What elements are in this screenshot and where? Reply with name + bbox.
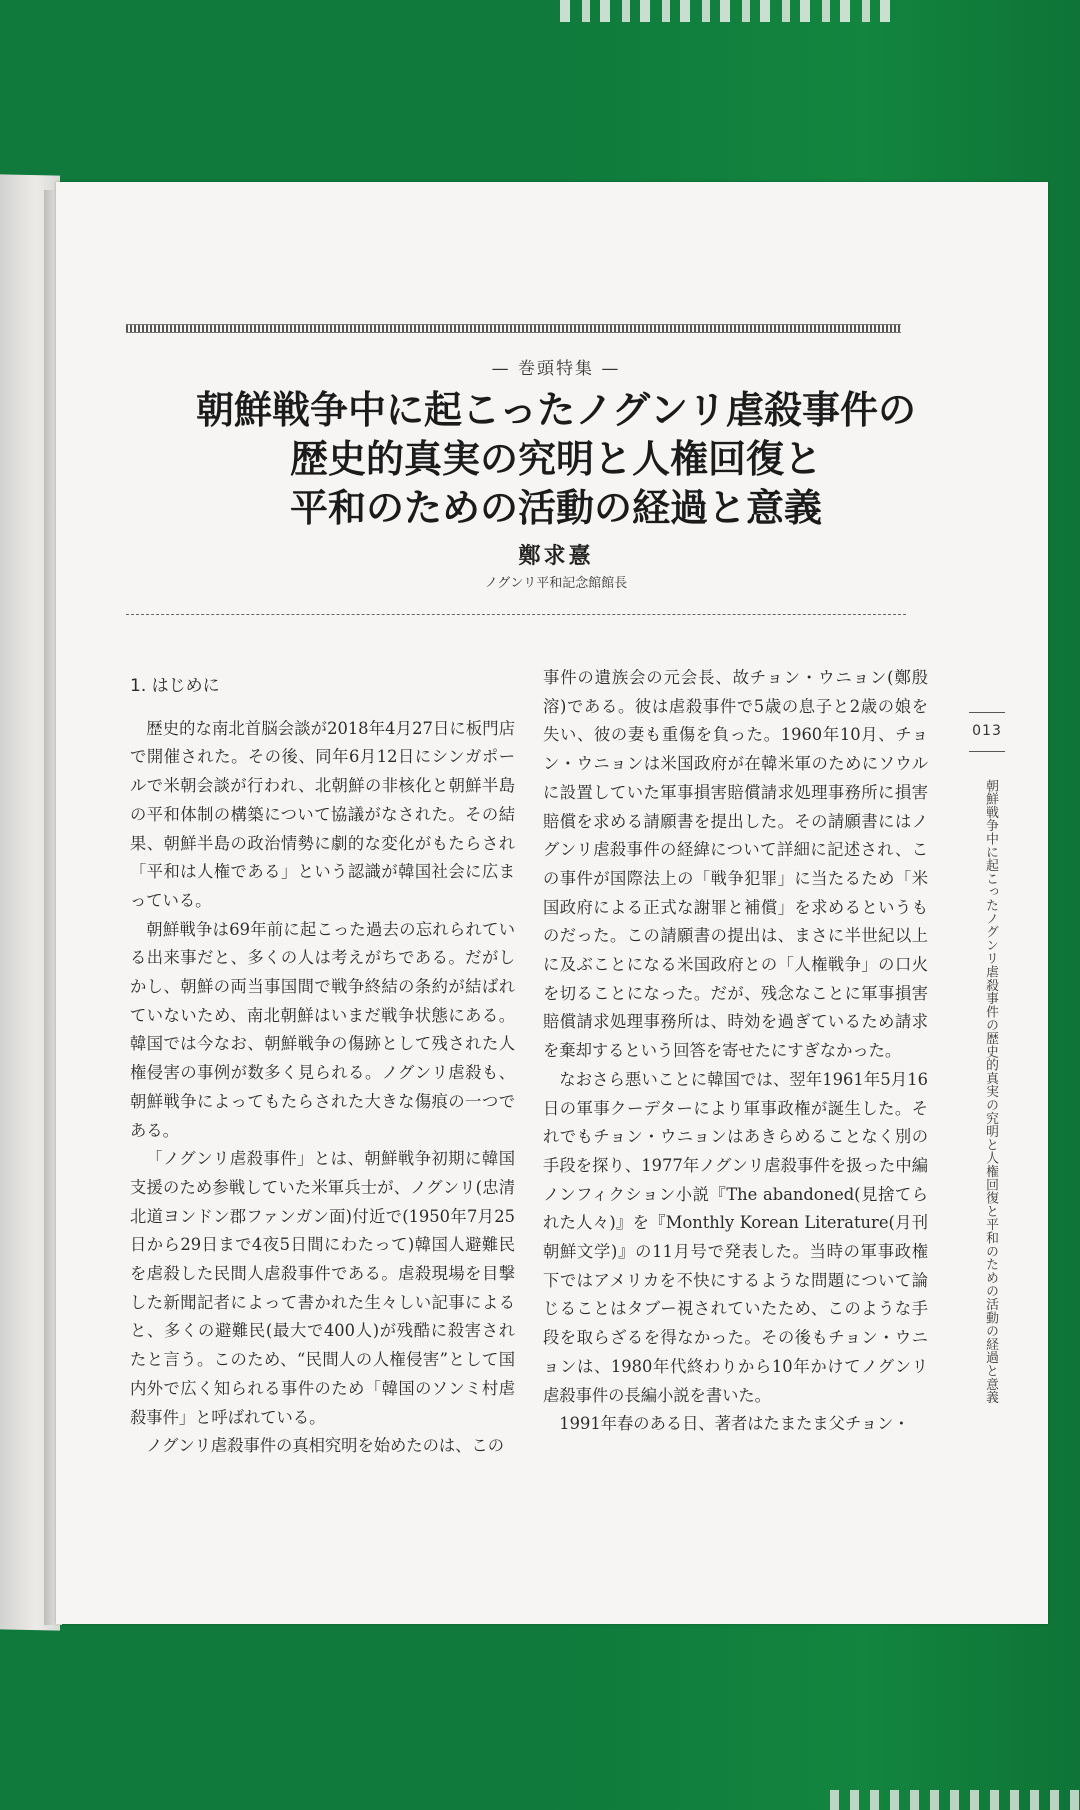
page-number-rule-top <box>969 712 1005 713</box>
paragraph: 朝鮮戦争は69年前に起こった過去の忘れられている出来事だと、多くの人は考えがちである。だがしかし、朝鮮の両当事国間で戦争終結の条約が結ばれていないため、南北朝鮮はいまだ戦争状態にある。韓国では今なお、朝鮮戦争の傷跡として残された人権侵害の事例が数多く見られる。ノグンリ虐殺も、朝鮮戦争によってもたらされた大きな傷痕の一つである。 <box>130 919 515 1140</box>
article-title <box>56 386 1056 533</box>
magazine-page <box>56 182 1048 1624</box>
header-divider <box>126 614 906 615</box>
left-column <box>130 672 515 1461</box>
bottom-decor-strip <box>830 1790 1080 1810</box>
author-affiliation: ノグンリ平和記念館館長 <box>484 576 628 591</box>
paragraph: ノグンリ虐殺事件の真相究明を始めたのは、この <box>146 1436 504 1456</box>
paragraph: 歴史的な南北首脳会談が2018年4月27日に板門店で開催された。その後、同年6月12日にシンガポールで米朝会談が行われ、北朝鮮の非核化と朝鮮半島の平和体制の構築について協議がなされた。その結果、朝鮮半島の政治情勢に劇的な変化がもたらされ「平和は人権である」という認識が韓国社会に広まっている。 <box>130 718 515 910</box>
right-column <box>543 664 928 1439</box>
paragraph: なおさら悪いことに韓国では、翌年1961年5月16日の軍事クーデターにより軍事政権が誕生した。それでもチョン・ウニョンはあきらめることなく別の手段を探り、1977年ノグンリ虐殺事件を扱った中編ノンフィクション小説『The abandoned(見捨てられた人々)』を『Monthly Korean Literature(月刊朝鮮文学)』の11月号で発表した。当時の軍事政権下ではアメリカを不快にするような問題について論じることはタブー視されていたため、このような手段を取らざるを得なかった。その後もチョン・ウニョンは、1980年代終わりから10年かけてノグンリ虐殺事件の長編小説を書いた。 <box>543 1069 928 1405</box>
title-line-1: 朝鮮戦争中に起こったノグンリ虐殺事件の <box>195 388 917 432</box>
page-number-rule-bottom <box>969 751 1005 752</box>
section-heading: 1. はじめに <box>130 676 220 696</box>
paragraph: 1991年春のある日、著者はたまたま父チョン・ <box>559 1414 910 1434</box>
author-name: 鄭求憙 <box>518 544 594 569</box>
paragraph: 事件の遺族会の元会長、故チョン・ウニョン(鄭殷溶)である。彼は虐殺事件で5歳の息子と2歳の娘を失い、彼の妻も重傷を負った。1960年10月、チョン・ウニョンは米国政府が在韓米軍のためにソウルに設置していた軍事損害賠償請求処理事務所に損害賠償を求める請願書を提出した。その請願書にはノグンリ虐殺事件の経緯について詳細に記述され、この事件が国際法上の「戦争犯罪」に当たるため「米国政府による正式な謝罪と補償」を求めるというものだった。この請願書の提出は、まさに半世紀以上に及ぶことになる米国政府との「人権戦争」の口火を切ることになった。だが、残念なことに軍事損害賠償請求処理事務所は、時効を過ぎているため請求を棄却するという回答を寄せたにすぎなかった。 <box>543 668 928 1061</box>
top-decor-strip <box>560 0 890 22</box>
feature-kicker: — 巻頭特集 — <box>491 359 621 379</box>
page-number: 013 <box>972 723 1002 739</box>
page-number-block <box>966 712 1008 752</box>
title-line-2: 歴史的真実の究明と人権回復と <box>289 437 822 481</box>
title-line-3: 平和のための活動の経過と意義 <box>289 486 822 530</box>
header-dotted-rule <box>126 324 901 333</box>
running-title: 朝鮮戦争中に起こったノグンリ虐殺事件の歴史的真実の究明と人権回復と平和のための活動の経過と意義 <box>983 779 998 1405</box>
paragraph: 「ノグンリ虐殺事件」とは、朝鮮戦争初期に韓国支援のため参戦していた米軍兵士が、ノグンリ(忠清北道ヨンドン郡ファンガン面)付近で(1950年7月25日から29日まで4夜5日間にわたって)韓国人避難民を虐殺した民間人虐殺事件である。虐殺現場を目撃した新聞記者によって書かれた生々しい記事によると、多くの避難民(最大で400人)が残酷に殺害されたと言う。このため、“民間人の人権侵害”として国内外で広く知られる事件のため「韓国のソンミ村虐殺事件」と呼ばれている。 <box>130 1149 515 1427</box>
